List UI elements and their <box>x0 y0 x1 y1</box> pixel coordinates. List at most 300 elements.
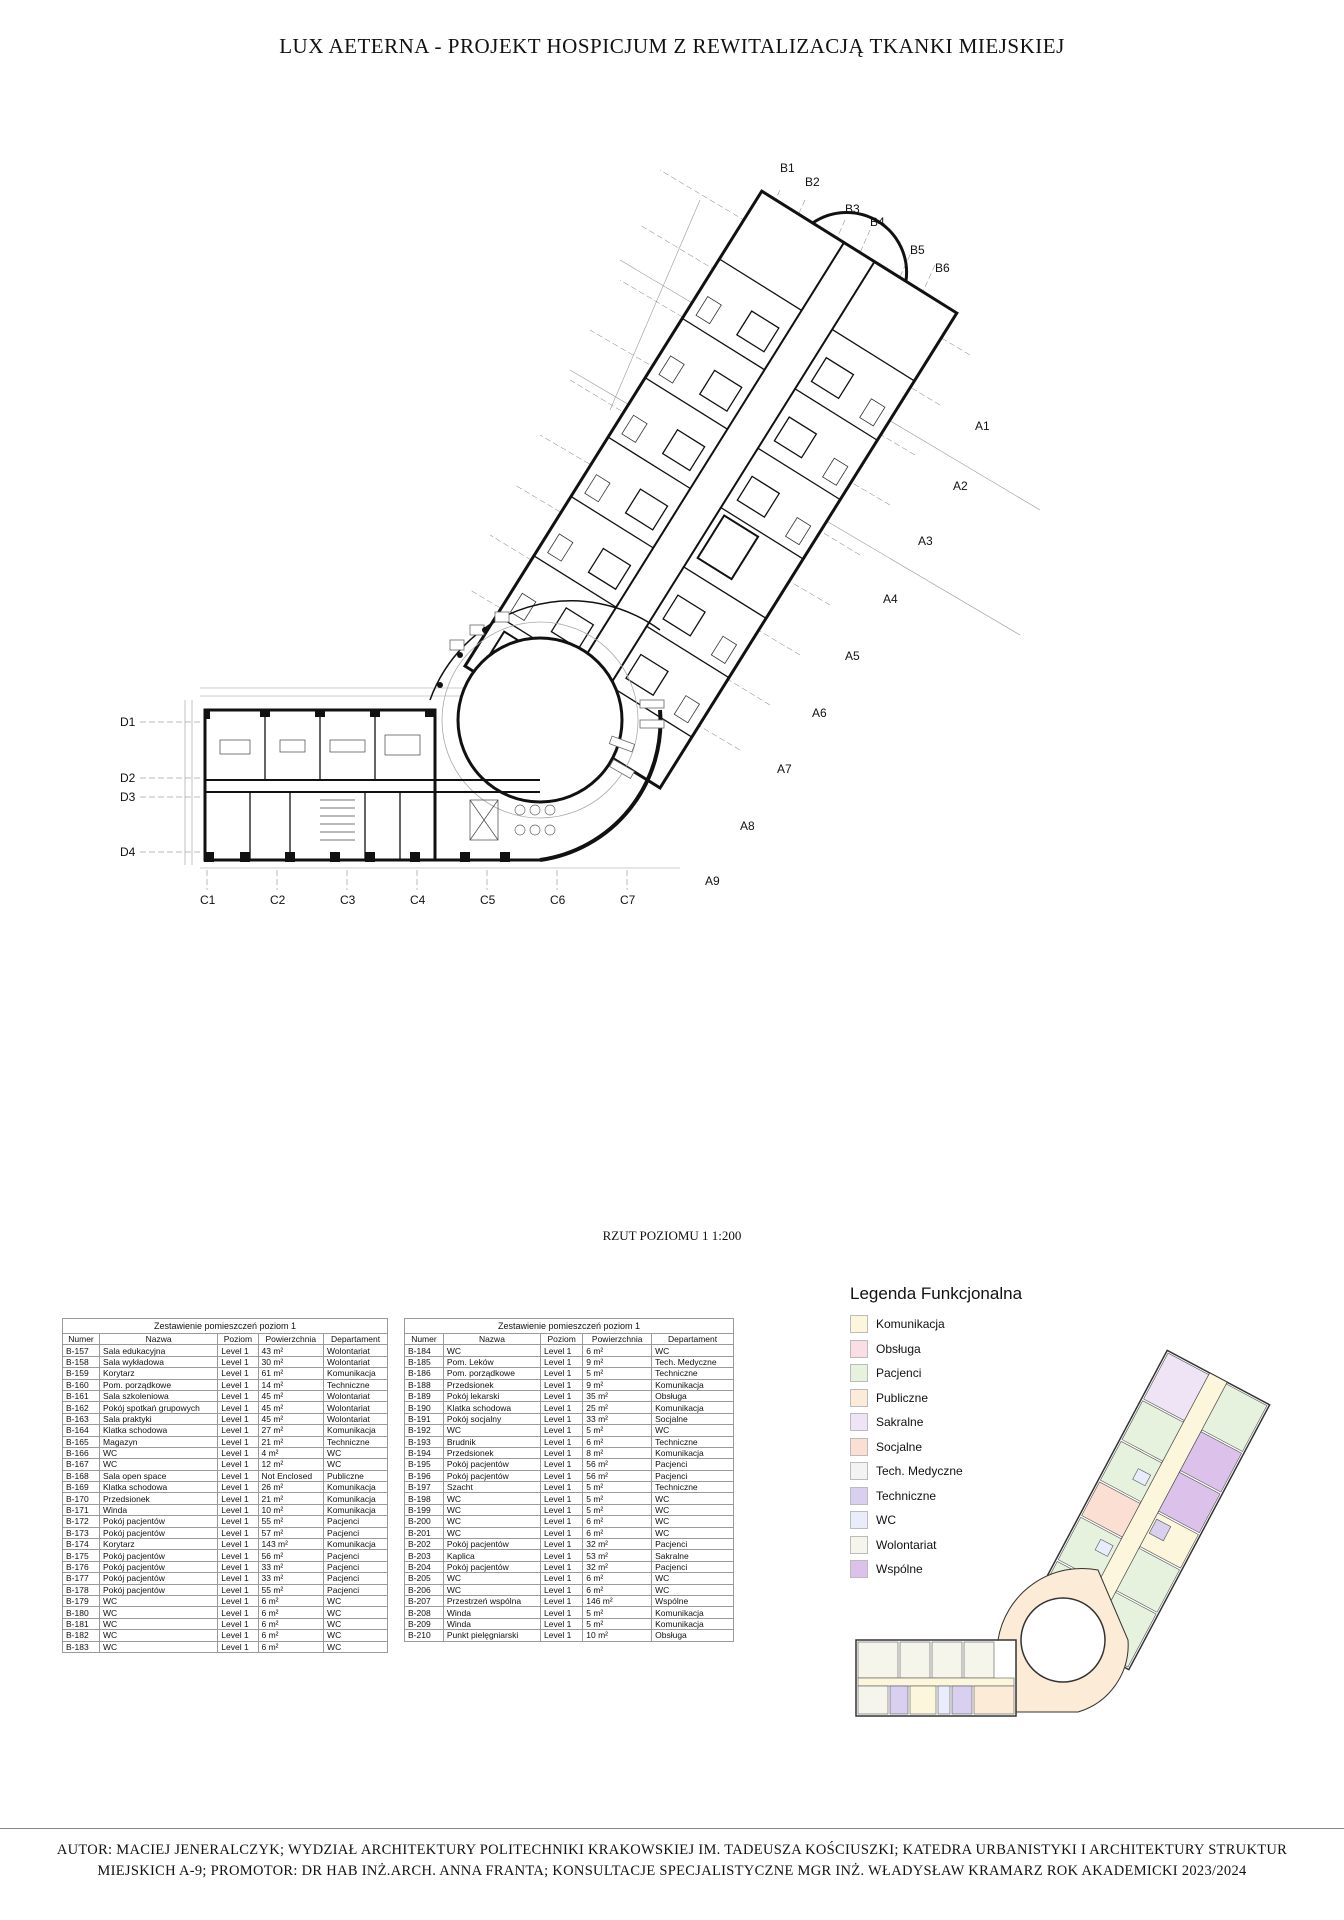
table-cell: Level 1 <box>540 1447 582 1458</box>
table-cell: B-180 <box>63 1607 100 1618</box>
table-cell: Level 1 <box>540 1390 582 1401</box>
table-cell: B-176 <box>63 1561 100 1572</box>
table-cell: 6 m² <box>583 1573 652 1584</box>
table-cell: Komunikacja <box>652 1607 734 1618</box>
table-header-row <box>405 1334 734 1345</box>
table-cell: B-164 <box>63 1425 100 1436</box>
table-cell: 14 m² <box>258 1379 324 1390</box>
grid-label-b1: B1 <box>780 161 795 175</box>
table-cell: Pacjenci <box>324 1527 388 1538</box>
table-cell: Przestrzeń wspólna <box>443 1595 540 1606</box>
table-cell: Wolontariat <box>324 1402 388 1413</box>
table-cell: B-191 <box>405 1413 444 1424</box>
table-cell: WC <box>652 1493 734 1504</box>
table-cell: B-190 <box>405 1402 444 1413</box>
table-cell: WC <box>100 1618 218 1629</box>
table-cell: Level 1 <box>218 1561 258 1572</box>
table-cell: B-192 <box>405 1425 444 1436</box>
table-cell: Przedsionek <box>443 1447 540 1458</box>
table-row <box>405 1402 734 1413</box>
table-cell: WC <box>324 1595 388 1606</box>
table-cell: Level 1 <box>218 1550 258 1561</box>
table-cell: 146 m² <box>583 1595 652 1606</box>
grid-label-c4: C4 <box>410 893 426 907</box>
table-cell: Level 1 <box>540 1630 582 1641</box>
table-row <box>63 1390 388 1401</box>
table-cell: Wolontariat <box>324 1390 388 1401</box>
table-cell: WC <box>652 1584 734 1595</box>
table-cell: Winda <box>443 1618 540 1629</box>
table-cell: 6 m² <box>583 1527 652 1538</box>
table-cell: Level 1 <box>540 1356 582 1367</box>
table-cell: 9 m² <box>583 1356 652 1367</box>
grid-label-b6: B6 <box>935 261 950 275</box>
table-row <box>405 1584 734 1595</box>
table-cell: Level 1 <box>540 1402 582 1413</box>
header-cell: Poziom <box>218 1334 258 1345</box>
table-cell: B-166 <box>63 1447 100 1458</box>
grid-label-d1: D1 <box>120 715 136 729</box>
table-cell: Level 1 <box>540 1550 582 1561</box>
table-cell: B-169 <box>63 1482 100 1493</box>
header-cell: Powierzchnia <box>583 1334 652 1345</box>
table-cell: 33 m² <box>583 1413 652 1424</box>
table-cell: Pacjenci <box>652 1470 734 1481</box>
table-cell: Pacjenci <box>652 1459 734 1470</box>
table-cell: Pokój pacjentów <box>100 1550 218 1561</box>
table-cell: WC <box>652 1504 734 1515</box>
table-row <box>63 1356 388 1367</box>
table-cell: 6 m² <box>258 1595 324 1606</box>
table-cell: Level 1 <box>218 1345 258 1356</box>
table-cell: Przedsionek <box>443 1379 540 1390</box>
table-cell: 57 m² <box>258 1527 324 1538</box>
table-cell: Komunikacja <box>652 1447 734 1458</box>
table-cell: Pokój pacjentów <box>100 1584 218 1595</box>
table-cell: WC <box>443 1493 540 1504</box>
table-cell: Level 1 <box>218 1390 258 1401</box>
table-cell: Level 1 <box>540 1504 582 1515</box>
table-cell: Level 1 <box>540 1436 582 1447</box>
table-cell: B-205 <box>405 1573 444 1584</box>
table-row <box>63 1527 388 1538</box>
table-cell: Level 1 <box>218 1630 258 1641</box>
table-cell: B-165 <box>63 1436 100 1447</box>
table-cell: WC <box>652 1516 734 1527</box>
table-cell: Sakralne <box>652 1550 734 1561</box>
table-row <box>63 1595 388 1606</box>
table-cell: Pacjenci <box>324 1573 388 1584</box>
table-row <box>405 1539 734 1550</box>
table-cell: WC <box>324 1447 388 1458</box>
table-cell: 26 m² <box>258 1482 324 1493</box>
table-cell: Kaplica <box>443 1550 540 1561</box>
table-cell: Level 1 <box>540 1368 582 1379</box>
table-cell: 8 m² <box>583 1447 652 1458</box>
table-row <box>405 1607 734 1618</box>
table-cell: Pokój pacjentów <box>443 1539 540 1550</box>
table-row <box>405 1573 734 1584</box>
table-row <box>405 1447 734 1458</box>
table-cell: 12 m² <box>258 1459 324 1470</box>
grid-label-a2: A2 <box>953 479 968 493</box>
table-body <box>405 1345 734 1641</box>
table-cell: B-181 <box>63 1618 100 1629</box>
legend-label: Tech. Medyczne <box>876 1464 963 1479</box>
table-cell: B-195 <box>405 1459 444 1470</box>
table-cell: 6 m² <box>583 1345 652 1356</box>
table-cell: Pacjenci <box>652 1539 734 1550</box>
legend-label: Wspólne <box>876 1562 923 1577</box>
grid-label-b5: B5 <box>910 243 925 257</box>
table-cell: B-194 <box>405 1447 444 1458</box>
table-row <box>63 1607 388 1618</box>
table-row <box>405 1550 734 1561</box>
table-cell: B-177 <box>63 1573 100 1584</box>
table-cell: Sala wykładowa <box>100 1356 218 1367</box>
table-cell: 55 m² <box>258 1584 324 1595</box>
room-schedule-table-left <box>62 1318 388 1653</box>
table-cell: 5 m² <box>583 1482 652 1493</box>
table-cell: Techniczne <box>652 1436 734 1447</box>
table-row <box>405 1356 734 1367</box>
grid-label-c1: C1 <box>200 893 216 907</box>
table-cell: Przedsionek <box>100 1493 218 1504</box>
table-cell: Szacht <box>443 1482 540 1493</box>
table-cell: Level 1 <box>218 1595 258 1606</box>
table-cell: Klatka schodowa <box>443 1402 540 1413</box>
footer-line-1: AUTOR: MACIEJ JENERALCZYK; WYDZIAŁ ARCHITEKTURY POLITECHNIKI KRAKOWSKIEJ IM. TADEUSZA KOŚCIUSZKI; KATEDRA URBANISTYKI I ARCHITEKTURY STRUKTUR <box>56 1842 1288 1858</box>
table-row <box>63 1459 388 1470</box>
table-cell: Pokój pacjentów <box>443 1470 540 1481</box>
table-cell: Not Enclosed <box>258 1470 324 1481</box>
grid-label-c6: C6 <box>550 893 566 907</box>
table-body <box>63 1345 388 1653</box>
table-cell: Level 1 <box>540 1516 582 1527</box>
table-cell: Level 1 <box>540 1493 582 1504</box>
table-cell: Pacjenci <box>324 1550 388 1561</box>
table-row <box>405 1459 734 1470</box>
grid-label-c3: C3 <box>340 893 356 907</box>
table-cell: 30 m² <box>258 1356 324 1367</box>
header-cell: Nazwa <box>443 1334 540 1345</box>
table-cell: 5 m² <box>583 1504 652 1515</box>
table-cell: 6 m² <box>258 1607 324 1618</box>
table-cell: Level 1 <box>540 1345 582 1356</box>
table-cell: Pokój spotkań grupowych <box>100 1402 218 1413</box>
table-row <box>405 1561 734 1572</box>
table-cell: Korytarz <box>100 1539 218 1550</box>
table-cell: Techniczne <box>324 1379 388 1390</box>
table-cell: WC <box>652 1345 734 1356</box>
table-cell: 6 m² <box>258 1641 324 1652</box>
grid-label-c5: C5 <box>480 893 496 907</box>
header-cell: Powierzchnia <box>258 1334 324 1345</box>
table-row <box>63 1413 388 1424</box>
table-cell: Komunikacja <box>652 1618 734 1629</box>
table-cell: WC <box>324 1641 388 1652</box>
table-cell: 21 m² <box>258 1493 324 1504</box>
table-cell: Techniczne <box>652 1368 734 1379</box>
table-cell: Komunikacja <box>324 1504 388 1515</box>
table-cell: Level 1 <box>218 1504 258 1515</box>
table-row <box>63 1561 388 1572</box>
table-row <box>405 1493 734 1504</box>
table-cell: Level 1 <box>540 1470 582 1481</box>
legend-title: Legenda Funkcjonalna <box>850 1284 1023 1303</box>
table-cell: 45 m² <box>258 1413 324 1424</box>
table-cell: B-184 <box>405 1345 444 1356</box>
table-cell: Pokój pacjentów <box>100 1561 218 1572</box>
table-cell: Level 1 <box>218 1493 258 1504</box>
table-cell: 55 m² <box>258 1516 324 1527</box>
grid-label-b2: B2 <box>805 175 820 189</box>
table-cell: Komunikacja <box>324 1368 388 1379</box>
floor-plan <box>120 161 1220 1100</box>
legend-label: Publiczne <box>876 1390 929 1405</box>
table-cell: B-200 <box>405 1516 444 1527</box>
table-cell: 6 m² <box>258 1618 324 1629</box>
header-cell: Numer <box>63 1334 100 1345</box>
table-cell: 6 m² <box>258 1630 324 1641</box>
legend-label: Wolontariat <box>876 1537 937 1552</box>
table-row <box>405 1379 734 1390</box>
table-cell: B-203 <box>405 1550 444 1561</box>
table-cell: Korytarz <box>100 1368 218 1379</box>
table-cell: B-163 <box>63 1413 100 1424</box>
table-row <box>405 1516 734 1527</box>
table-cell: B-161 <box>63 1390 100 1401</box>
table-cell: 33 m² <box>258 1573 324 1584</box>
table-cell: Brudnik <box>443 1436 540 1447</box>
header-cell: Departament <box>652 1334 734 1345</box>
table-cell: Obsługa <box>652 1390 734 1401</box>
legend-item <box>850 1312 1290 1337</box>
table-cell: B-175 <box>63 1550 100 1561</box>
table-row <box>63 1504 388 1515</box>
table-cell: Level 1 <box>218 1425 258 1436</box>
table-cell: Komunikacja <box>324 1539 388 1550</box>
table-cell: Wolontariat <box>324 1413 388 1424</box>
table-row <box>63 1641 388 1652</box>
table-cell: B-208 <box>405 1607 444 1618</box>
table-cell: B-189 <box>405 1390 444 1401</box>
table-cell: Level 1 <box>540 1527 582 1538</box>
table-cell: WC <box>443 1573 540 1584</box>
table-cell: WC <box>100 1607 218 1618</box>
table-cell: Level 1 <box>218 1607 258 1618</box>
table-cell: WC <box>324 1630 388 1641</box>
table-row <box>405 1436 734 1447</box>
table-cell: B-196 <box>405 1470 444 1481</box>
table-row <box>63 1482 388 1493</box>
table-cell: B-207 <box>405 1595 444 1606</box>
table-cell: Level 1 <box>218 1447 258 1458</box>
table-cell: WC <box>443 1584 540 1595</box>
table-cell: 6 m² <box>583 1436 652 1447</box>
table-cell: Pacjenci <box>652 1561 734 1572</box>
grid-label-a5: A5 <box>845 649 860 663</box>
grid-label-d2: D2 <box>120 771 136 785</box>
table-cell: B-193 <box>405 1436 444 1447</box>
table-cell: 53 m² <box>583 1550 652 1561</box>
table-row <box>405 1368 734 1379</box>
table-cell: Sala praktyki <box>100 1413 218 1424</box>
table-cell: Tech. Medyczne <box>652 1356 734 1367</box>
table-caption: Zestawienie pomieszczeń poziom 1 <box>404 1318 734 1333</box>
table-cell: 5 m² <box>583 1493 652 1504</box>
table-cell: 143 m² <box>258 1539 324 1550</box>
table-cell: Komunikacja <box>652 1402 734 1413</box>
table-cell: 4 m² <box>258 1447 324 1458</box>
table-cell: Level 1 <box>218 1573 258 1584</box>
table-row <box>405 1527 734 1538</box>
grid-label-d4: D4 <box>120 845 136 859</box>
table-cell: WC <box>652 1573 734 1584</box>
table-cell: Level 1 <box>540 1539 582 1550</box>
table-cell: B-199 <box>405 1504 444 1515</box>
grid-label-b3: B3 <box>845 202 860 216</box>
table-cell: B-178 <box>63 1584 100 1595</box>
table-row <box>63 1425 388 1436</box>
table-cell: WC <box>652 1527 734 1538</box>
table-cell: WC <box>443 1527 540 1538</box>
footer-credits <box>0 1840 1344 1882</box>
table-cell: 6 m² <box>583 1516 652 1527</box>
grid-label-c2: C2 <box>270 893 286 907</box>
table-row <box>63 1618 388 1629</box>
table-cell: B-172 <box>63 1516 100 1527</box>
table-cell: 6 m² <box>583 1584 652 1595</box>
table-cell: Level 1 <box>540 1413 582 1424</box>
table-cell: B-202 <box>405 1539 444 1550</box>
table-cell: WC <box>443 1504 540 1515</box>
table-row <box>63 1539 388 1550</box>
table-header-row <box>63 1334 388 1345</box>
plan-caption: RZUT POZIOMU 1 1:200 <box>602 1228 742 1243</box>
table-cell: 9 m² <box>583 1379 652 1390</box>
table-cell: 61 m² <box>258 1368 324 1379</box>
table-cell: Level 1 <box>540 1607 582 1618</box>
table-cell: 43 m² <box>258 1345 324 1356</box>
legend-label: Pacjenci <box>876 1366 922 1381</box>
footer-divider <box>0 1828 1344 1829</box>
table-cell: Level 1 <box>218 1413 258 1424</box>
table-cell: WC <box>100 1595 218 1606</box>
grid-label-a4: A4 <box>883 592 898 606</box>
table-cell: WC <box>324 1459 388 1470</box>
table-cell: WC <box>324 1607 388 1618</box>
table-cell: Techniczne <box>652 1482 734 1493</box>
table-row <box>63 1436 388 1447</box>
table-cell: WC <box>443 1516 540 1527</box>
table-cell: Level 1 <box>540 1379 582 1390</box>
functional-mini-plan <box>848 1340 1298 1726</box>
table-cell: 45 m² <box>258 1402 324 1413</box>
legend-label: WC <box>876 1513 896 1528</box>
table-cell: Level 1 <box>540 1595 582 1606</box>
table-row <box>63 1493 388 1504</box>
table-cell: Level 1 <box>218 1584 258 1595</box>
table-cell: B-159 <box>63 1368 100 1379</box>
table-cell: 56 m² <box>583 1470 652 1481</box>
grid-label-a6: A6 <box>812 706 827 720</box>
table-cell: Wolontariat <box>324 1345 388 1356</box>
table-cell: Komunikacja <box>324 1493 388 1504</box>
table-cell: 5 m² <box>583 1618 652 1629</box>
table-cell: 5 m² <box>583 1368 652 1379</box>
table-cell: Winda <box>100 1504 218 1515</box>
table-cell: B-201 <box>405 1527 444 1538</box>
table-cell: Pokój pacjentów <box>100 1573 218 1584</box>
table-row <box>405 1595 734 1606</box>
table-cell: Level 1 <box>218 1356 258 1367</box>
table-cell: 32 m² <box>583 1539 652 1550</box>
table-row <box>405 1413 734 1424</box>
grid-label-d3: D3 <box>120 790 136 804</box>
table-cell: 45 m² <box>258 1390 324 1401</box>
table-cell: B-206 <box>405 1584 444 1595</box>
table-cell: Level 1 <box>218 1539 258 1550</box>
table-row <box>405 1618 734 1629</box>
grid-label-a8: A8 <box>740 819 755 833</box>
table-cell: 10 m² <box>258 1504 324 1515</box>
table-cell: 5 m² <box>583 1425 652 1436</box>
table-cell: WC <box>324 1618 388 1629</box>
table-row <box>63 1573 388 1584</box>
table-cell: B-209 <box>405 1618 444 1629</box>
table-cell: Komunikacja <box>652 1379 734 1390</box>
table-cell: Level 1 <box>218 1402 258 1413</box>
table-cell: Level 1 <box>540 1561 582 1572</box>
table-cell: 35 m² <box>583 1390 652 1401</box>
table-row <box>405 1345 734 1356</box>
table-cell: Level 1 <box>540 1425 582 1436</box>
table-cell: Pokój socjalny <box>443 1413 540 1424</box>
table-cell: 21 m² <box>258 1436 324 1447</box>
header-cell: Departament <box>324 1334 388 1345</box>
table-cell: 32 m² <box>583 1561 652 1572</box>
header-cell: Poziom <box>540 1334 582 1345</box>
table-cell: Level 1 <box>218 1516 258 1527</box>
table-cell: Winda <box>443 1607 540 1618</box>
table-cell: B-204 <box>405 1561 444 1572</box>
table-cell: WC <box>100 1447 218 1458</box>
table-cell: B-160 <box>63 1379 100 1390</box>
table-cell: B-167 <box>63 1459 100 1470</box>
table-row <box>63 1550 388 1561</box>
table-cell: Level 1 <box>218 1527 258 1538</box>
table-cell: B-210 <box>405 1630 444 1641</box>
table-row <box>405 1482 734 1493</box>
table-cell: B-188 <box>405 1379 444 1390</box>
table-cell: Level 1 <box>540 1459 582 1470</box>
room-schedule-table-right <box>404 1318 734 1642</box>
table-cell: B-162 <box>63 1402 100 1413</box>
table-cell: Pom. porządkowe <box>100 1379 218 1390</box>
table-caption: Zestawienie pomieszczeń poziom 1 <box>62 1318 388 1333</box>
table-row <box>63 1584 388 1595</box>
table-cell: 5 m² <box>583 1607 652 1618</box>
table-row <box>63 1516 388 1527</box>
table-cell: B-168 <box>63 1470 100 1481</box>
table-row <box>63 1630 388 1641</box>
table-cell: B-171 <box>63 1504 100 1515</box>
table-cell: 56 m² <box>583 1459 652 1470</box>
table-row <box>63 1402 388 1413</box>
table-cell: B-183 <box>63 1641 100 1652</box>
table-cell: Level 1 <box>540 1618 582 1629</box>
